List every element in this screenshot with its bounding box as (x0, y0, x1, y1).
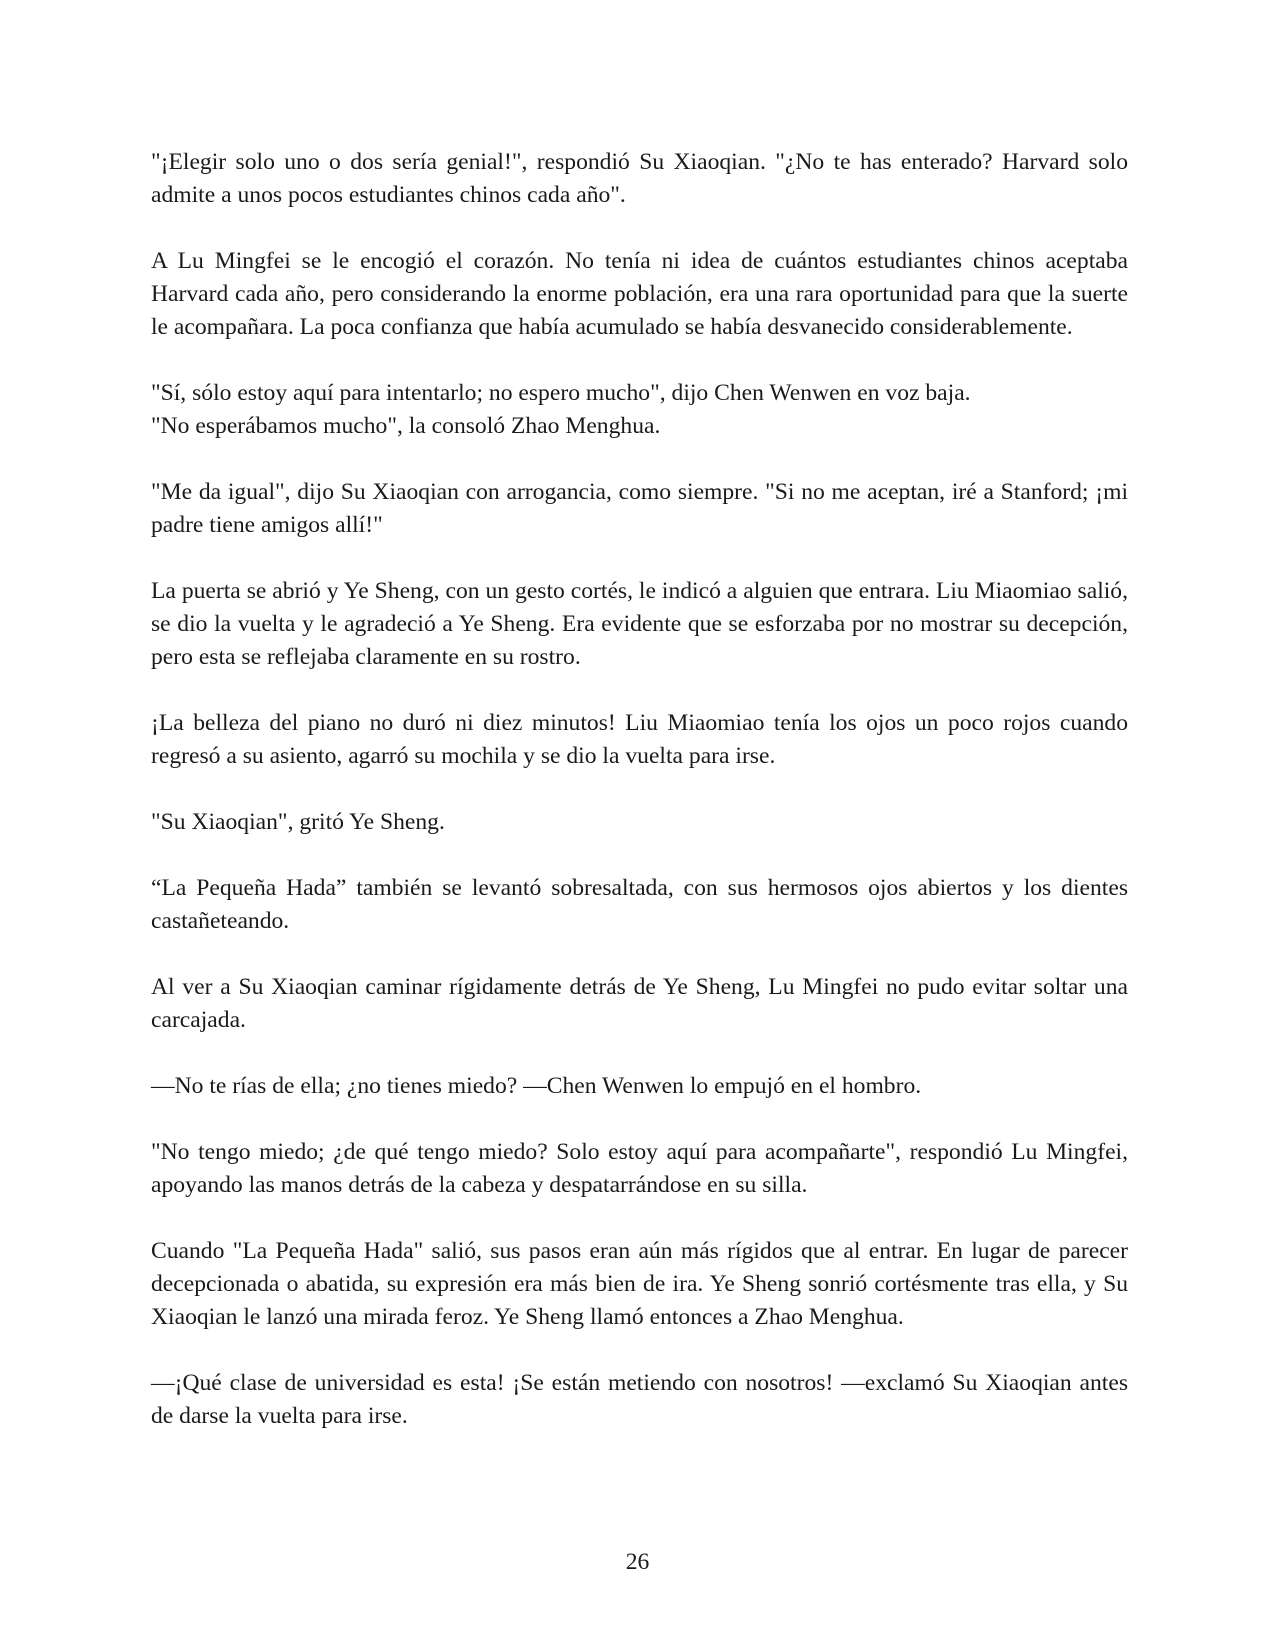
paragraph: "Me da igual", dijo Su Xiaoqian con arrogancia, como siempre. "Si no me aceptan, iré a Stanford; ¡mi padre tiene amigos allí!" (151, 479, 1128, 538)
page-number: 26 (625, 1549, 650, 1575)
paragraph: "¡Elegir solo uno o dos sería genial!", respondió Su Xiaoqian. "¿No te has enterado? Harvard solo admite a unos pocos estudiantes chinos cada año". (151, 149, 1128, 208)
paragraph: Al ver a Su Xiaoqian caminar rígidamente detrás de Ye Sheng, Lu Mingfei no pudo evitar soltar una carcajada. (151, 974, 1128, 1033)
paragraph: "Su Xiaoqian", gritó Ye Sheng. (151, 809, 445, 835)
paragraph: A Lu Mingfei se le encogió el corazón. No tenía ni idea de cuántos estudiantes chinos aceptaba Harvard cada año, pero considerando la enorme población, era una rara oportunidad para que la suerte le acompañara. La poca confianza que había acumulado se había desvanecido considerablemente. (151, 248, 1128, 340)
paragraph: Cuando "La Pequeña Hada" salió, sus pasos eran aún más rígidos que al entrar. En lugar de parecer decepcionada o abatida, su expresión era más bien de ira. Ye Sheng sonrió cortésmente tras ella, y Su Xiaoqian le lanzó una mirada feroz. Ye Sheng llamó entonces a Zhao Menghua. (151, 1238, 1128, 1330)
paragraph: —No te rías de ella; ¿no tienes miedo? —Chen Wenwen lo empujó en el hombro. (151, 1073, 922, 1099)
body-text (151, 146, 1128, 1466)
paragraph: La puerta se abrió y Ye Sheng, con un gesto cortés, le indicó a alguien que entrara. Liu Miaomiao salió, se dio la vuelta y le agradeció a Ye Sheng. Era evidente que se esforzaba por no mostrar su decepción, pero esta se reflejaba claramente en su rostro. (151, 578, 1128, 670)
paragraph: "No esperábamos mucho", la consoló Zhao Menghua. (151, 413, 661, 439)
paragraph: ¡La belleza del piano no duró ni diez minutos! Liu Miaomiao tenía los ojos un poco rojos cuando regresó a su asiento, agarró su mochila y se dio la vuelta para irse. (151, 710, 1128, 769)
paragraph: "Sí, sólo estoy aquí para intentarlo; no espero mucho", dijo Chen Wenwen en voz baja. (151, 380, 971, 406)
paragraph: "No tengo miedo; ¿de qué tengo miedo? Solo estoy aquí para acompañarte", respondió Lu Mingfei, apoyando las manos detrás de la cabeza y despatarrándose en su silla. (151, 1139, 1128, 1198)
paragraph: “La Pequeña Hada” también se levantó sobresaltada, con sus hermosos ojos abiertos y los dientes castañeteando. (151, 875, 1128, 934)
paragraph: —¡Qué clase de universidad es esta! ¡Se están metiendo con nosotros! —exclamó Su Xiaoqian antes de darse la vuelta para irse. (151, 1370, 1128, 1429)
